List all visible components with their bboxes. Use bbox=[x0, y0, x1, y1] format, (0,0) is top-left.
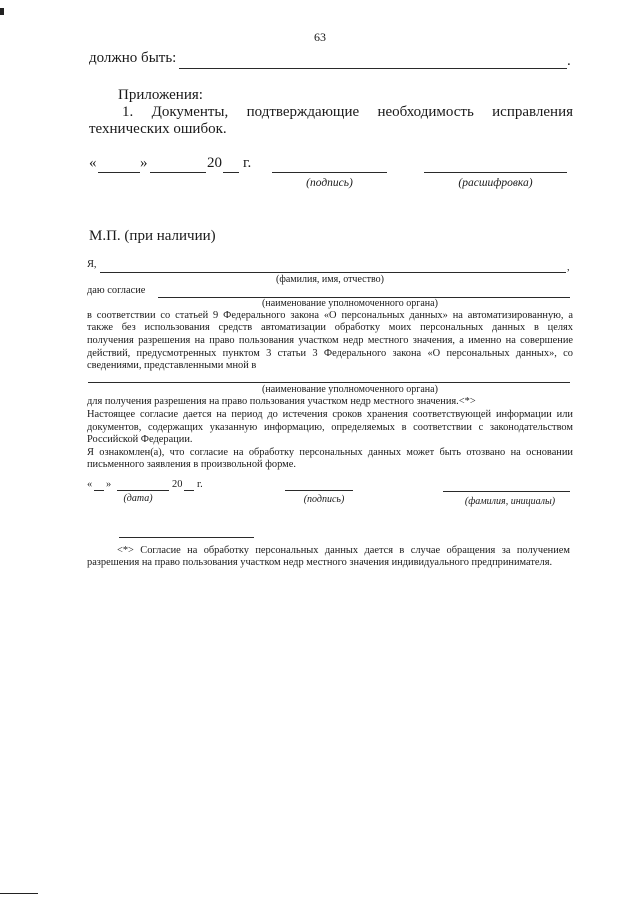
purpose-line: для получения разрешения на право пользования участком недр местного значения.<*> bbox=[87, 396, 476, 407]
appendix-heading: Приложения: bbox=[118, 87, 203, 103]
org-field-2[interactable] bbox=[88, 382, 570, 383]
scan-edge-mark-top bbox=[0, 8, 4, 15]
day2-field[interactable] bbox=[94, 490, 104, 491]
date2-quote-open: « bbox=[87, 479, 93, 490]
page-number: 63 bbox=[314, 30, 326, 44]
footnote-line-2: разрешения на право пользования участком недр местного значения индивидуального предпринимателя. bbox=[87, 557, 553, 568]
consent-line-5: сведениями, представленными мной в bbox=[87, 360, 257, 371]
should-be-field[interactable] bbox=[179, 68, 567, 69]
date-quote-close: » bbox=[140, 155, 148, 171]
org-caption-1: (наименование уполномоченного органа) bbox=[262, 298, 438, 309]
month-field[interactable] bbox=[150, 172, 206, 173]
should-be-end: . bbox=[567, 53, 571, 69]
i-label: Я, bbox=[87, 259, 97, 270]
year2-suffix: г. bbox=[197, 479, 203, 490]
day-field[interactable] bbox=[98, 172, 140, 173]
org-caption-2: (наименование уполномоченного органа) bbox=[262, 384, 438, 395]
year-field[interactable] bbox=[223, 172, 239, 173]
year-suffix: г. bbox=[243, 155, 252, 171]
year2-prefix: 20 bbox=[172, 479, 183, 490]
i-end: , bbox=[567, 262, 570, 273]
should-be-label: должно быть: bbox=[89, 50, 177, 66]
footnote-separator bbox=[119, 537, 254, 538]
signature2-field[interactable] bbox=[285, 490, 353, 491]
date2-quote-close: » bbox=[106, 479, 112, 490]
consent-line-1: в соответствии со статьей 9 Федерального закона «О персональных данных» на автоматизированную, а bbox=[87, 310, 573, 321]
decoding-field[interactable] bbox=[424, 172, 567, 173]
signature2-caption: (подпись) bbox=[303, 494, 345, 505]
year-prefix: 20 bbox=[207, 155, 222, 171]
period-line-1: Настоящее согласие дается на период до истечения сроков хранения соответствующей информации или bbox=[87, 409, 573, 420]
consent-line-2: также без использования средств автоматизации обработку моих персональных данных в целях bbox=[87, 322, 573, 333]
year2-field[interactable] bbox=[184, 490, 194, 491]
give-consent-label: даю согласие bbox=[87, 285, 146, 296]
initials-field[interactable] bbox=[443, 491, 570, 492]
initials-caption: (фамилия, инициалы) bbox=[464, 496, 556, 507]
decoding-caption: (расшифровка) bbox=[458, 177, 533, 189]
revoke-line-2: письменного заявления в произвольной форме. bbox=[87, 459, 296, 470]
month2-field[interactable] bbox=[117, 490, 169, 491]
scan-edge-mark-bottom bbox=[0, 893, 38, 894]
fio-field[interactable] bbox=[100, 272, 566, 273]
date-caption: (дата) bbox=[123, 493, 153, 504]
consent-line-3: получения разрешения на право пользования участком недр местного значения, а именно на совершение bbox=[87, 335, 573, 346]
period-line-3: Российской Федерации. bbox=[87, 434, 193, 445]
date-quote-open: « bbox=[89, 155, 97, 171]
footnote-line-1: <*> Согласие на обработку персональных данных дается в случае обращения за получением bbox=[117, 545, 570, 556]
appendix-item-1-line1: 1. Документы, подтверждающие необходимость исправления bbox=[122, 104, 573, 120]
seal-label: М.П. (при наличии) bbox=[89, 228, 216, 244]
appendix-item-1-line2: технических ошибок. bbox=[89, 121, 227, 137]
fio-caption: (фамилия, имя, отчество) bbox=[276, 274, 384, 285]
period-line-2: документов, содержащих указанную информацию, определяемых в соответствии с законодательством bbox=[87, 422, 573, 433]
signature-caption: (подпись) bbox=[306, 177, 353, 189]
revoke-line-1: Я ознакомлен(а), что согласие на обработку персональных данных может быть отозвано на основании bbox=[87, 447, 573, 458]
consent-line-4: действий, предусмотренных пунктом 3 статьи 3 Федерального закона «О персональных данных», со bbox=[87, 348, 573, 359]
signature-field[interactable] bbox=[272, 172, 387, 173]
